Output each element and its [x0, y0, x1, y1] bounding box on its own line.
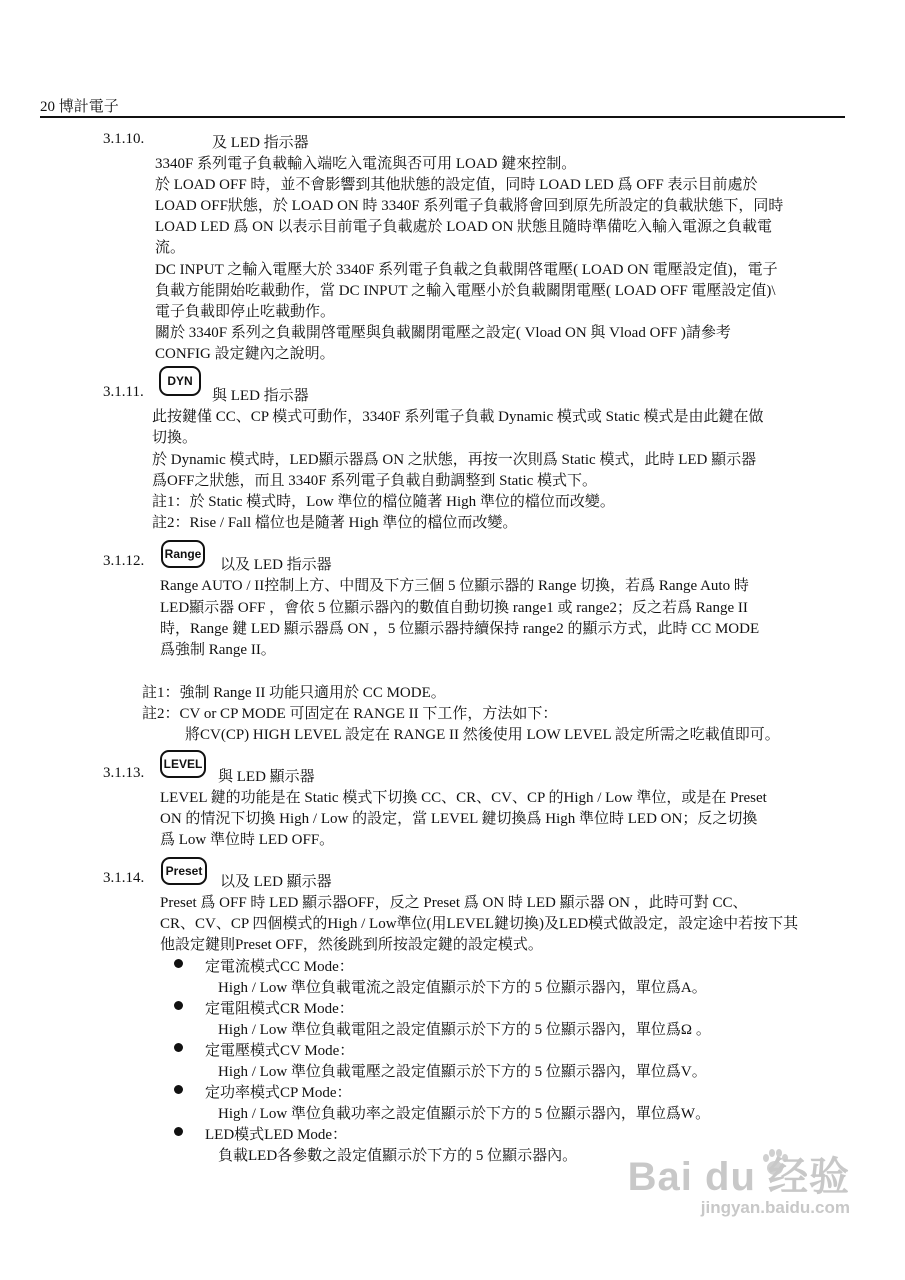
text-line: Preset 爲 OFF 時 LED 顯示器OFF，反之 Preset 爲 ON 時 LED 顯示器 ON ，此時可對 CC、 — [160, 895, 748, 911]
watermark-brand: Bai du 经验 — [627, 1155, 850, 1199]
section-title: 與 LED 顯示器 — [218, 769, 315, 785]
text-line: 於 Dynamic 模式時，LED顯示器爲 ON 之狀態，再按一次則爲 Static 模式，此時 LED 顯示器 — [152, 452, 757, 468]
bullet-title: LED模式LED Mode： — [205, 1127, 348, 1143]
bullet-desc: High / Low 準位負載功率之設定值顯示於下方的 5 位顯示器內，單位爲W。 — [218, 1106, 711, 1122]
bullet-icon — [174, 1127, 183, 1136]
bullet-title: 定電流模式CC Mode： — [205, 959, 354, 975]
bullet-icon — [174, 959, 183, 968]
note-line: 註1：強制 Range II 功能只適用於 CC MODE。 — [142, 685, 446, 701]
bullet-title: 定功率模式CP Mode： — [205, 1085, 352, 1101]
text-line: LEVEL 鍵的功能是在 Static 模式下切換 CC、CR、CV、CP 的High / Low 準位，或是在 Preset — [160, 790, 767, 806]
section-title: 以及 LED 指示器 — [220, 557, 332, 573]
text-line: 切換。 — [152, 430, 198, 446]
text-line: CR、CV、CP 四個模式的High / Low準位(用LEVEL鍵切換)及LED模式做設定，設定途中若按下其 — [160, 916, 799, 932]
preset-key-icon: Preset — [161, 857, 207, 885]
text-line: LOAD LED 爲 ON 以表示目前電子負載處於 LOAD ON 狀態且隨時準備吃入輸入電源之負載電 — [155, 219, 773, 235]
text-line: 流。 — [155, 240, 186, 256]
text-line: ON 的情況下切換 High / Low 的設定，當 LEVEL 鍵切換爲 High 準位時 LED ON；反之切換 — [160, 811, 758, 827]
text-line: 3340F 系列電子負載輸入端吃入電流與否可用 LOAD 鍵來控制。 — [155, 156, 577, 172]
text-line: 爲強制 Range II。 — [160, 642, 276, 658]
text-line: 爲OFF之狀態，而且 3340F 系列電子負載自動調整到 Static 模式下。 — [152, 473, 598, 489]
section-title: 與 LED 指示器 — [212, 388, 309, 404]
section-number: 3.1.12. — [103, 553, 145, 569]
text-line: 於 LOAD OFF 時，並不會影響到其他狀態的設定值，同時 LOAD LED 爲 OFF 表示目前處於 — [155, 177, 758, 193]
text-line: 爲 Low 準位時 LED OFF。 — [160, 832, 335, 848]
header-rule — [40, 116, 845, 118]
text-line: 時，Range 鍵 LED 顯示器爲 ON ，5 位顯示器持續保持 range2 的顯示方式，此時 CC MODE — [160, 621, 760, 637]
text-line: 電子負載即停止吃載動作。 — [155, 304, 336, 320]
text-line: 關於 3340F 系列之負載開啓電壓與負載關閉電壓之設定( Vload ON 與 Vload OFF )請參考 — [155, 325, 731, 341]
bullet-desc: High / Low 準位負載電流之設定值顯示於下方的 5 位顯示器內，單位爲A。 — [218, 980, 707, 996]
bullet-icon — [174, 1043, 183, 1052]
watermark-url: jingyan.baidu.com — [700, 1198, 850, 1217]
text-line: CONFIG 設定鍵內之說明。 — [155, 346, 335, 362]
baidu-watermark — [628, 1145, 850, 1218]
note-line: 將CV(CP) HIGH LEVEL 設定在 RANGE II 然後使用 LOW LEVEL 設定所需之吃載值即可。 — [185, 727, 780, 743]
text-line: 負載方能開始吃載動作，當 DC INPUT 之輸入電壓小於負載關閉電壓( LOAD OFF 電壓設定值)\ — [155, 283, 776, 299]
bullet-desc: 負載LED各參數之設定值顯示於下方的 5 位顯示器內。 — [218, 1148, 578, 1164]
section-number: 3.1.13. — [103, 765, 145, 781]
bullet-title: 定電阻模式CR Mode： — [205, 1001, 354, 1017]
range-key-icon: Range — [161, 540, 205, 568]
level-key-icon: LEVEL — [160, 750, 206, 778]
text-line: LOAD OFF狀態，於 LOAD ON 時 3340F 系列電子負載將會回到原先所設定的負載狀態下，同時 — [155, 198, 784, 214]
text-line: 他設定鍵則Preset OFF，然後跳到所按設定鍵的設定模式。 — [160, 937, 543, 953]
section-number: 3.1.11. — [103, 384, 144, 400]
text-line: Range AUTO / II控制上方、中間及下方三個 5 位顯示器的 Range 切換，若爲 Range Auto 時 — [160, 578, 749, 594]
section-number: 3.1.14. — [103, 870, 145, 886]
text-line: 註2：Rise / Fall 檔位也是隨著 High 準位的檔位而改變。 — [152, 515, 518, 531]
dyn-key-icon: DYN — [159, 366, 201, 396]
bullet-icon — [174, 1085, 183, 1094]
text-line: LED顯示器 OFF ，會依 5 位顯示器內的數值自動切換 range1 或 range2；反之若爲 Range II — [160, 600, 748, 616]
text-line: DC INPUT 之輸入電壓大於 3340F 系列電子負載之負載開啓電壓( LOAD ON 電壓設定值)，電子 — [155, 262, 778, 278]
text-line: 註1：於 Static 模式時，Low 準位的檔位隨著 High 準位的檔位而改變。 — [152, 494, 615, 510]
bullet-icon — [174, 1001, 183, 1010]
section-number: 3.1.10. — [103, 131, 145, 147]
section-title: 及 LED 指示器 — [212, 135, 309, 151]
page-header: 20 博計電子 — [40, 99, 119, 115]
bullet-title: 定電壓模式CV Mode： — [205, 1043, 355, 1059]
bullet-desc: High / Low 準位負載電阻之設定值顯示於下方的 5 位顯示器內，單位爲Ω 。 — [218, 1022, 711, 1038]
text-line: 此按鍵僅 CC、CP 模式可動作，3340F 系列電子負載 Dynamic 模式或 Static 模式是由此鍵在做 — [152, 409, 764, 425]
bullet-desc: High / Low 準位負載電壓之設定值顯示於下方的 5 位顯示器內，單位爲V。 — [218, 1064, 707, 1080]
note-line: 註2：CV or CP MODE 可固定在 RANGE II 下工作，方法如下： — [142, 706, 558, 722]
section-title: 以及 LED 顯示器 — [220, 874, 332, 890]
